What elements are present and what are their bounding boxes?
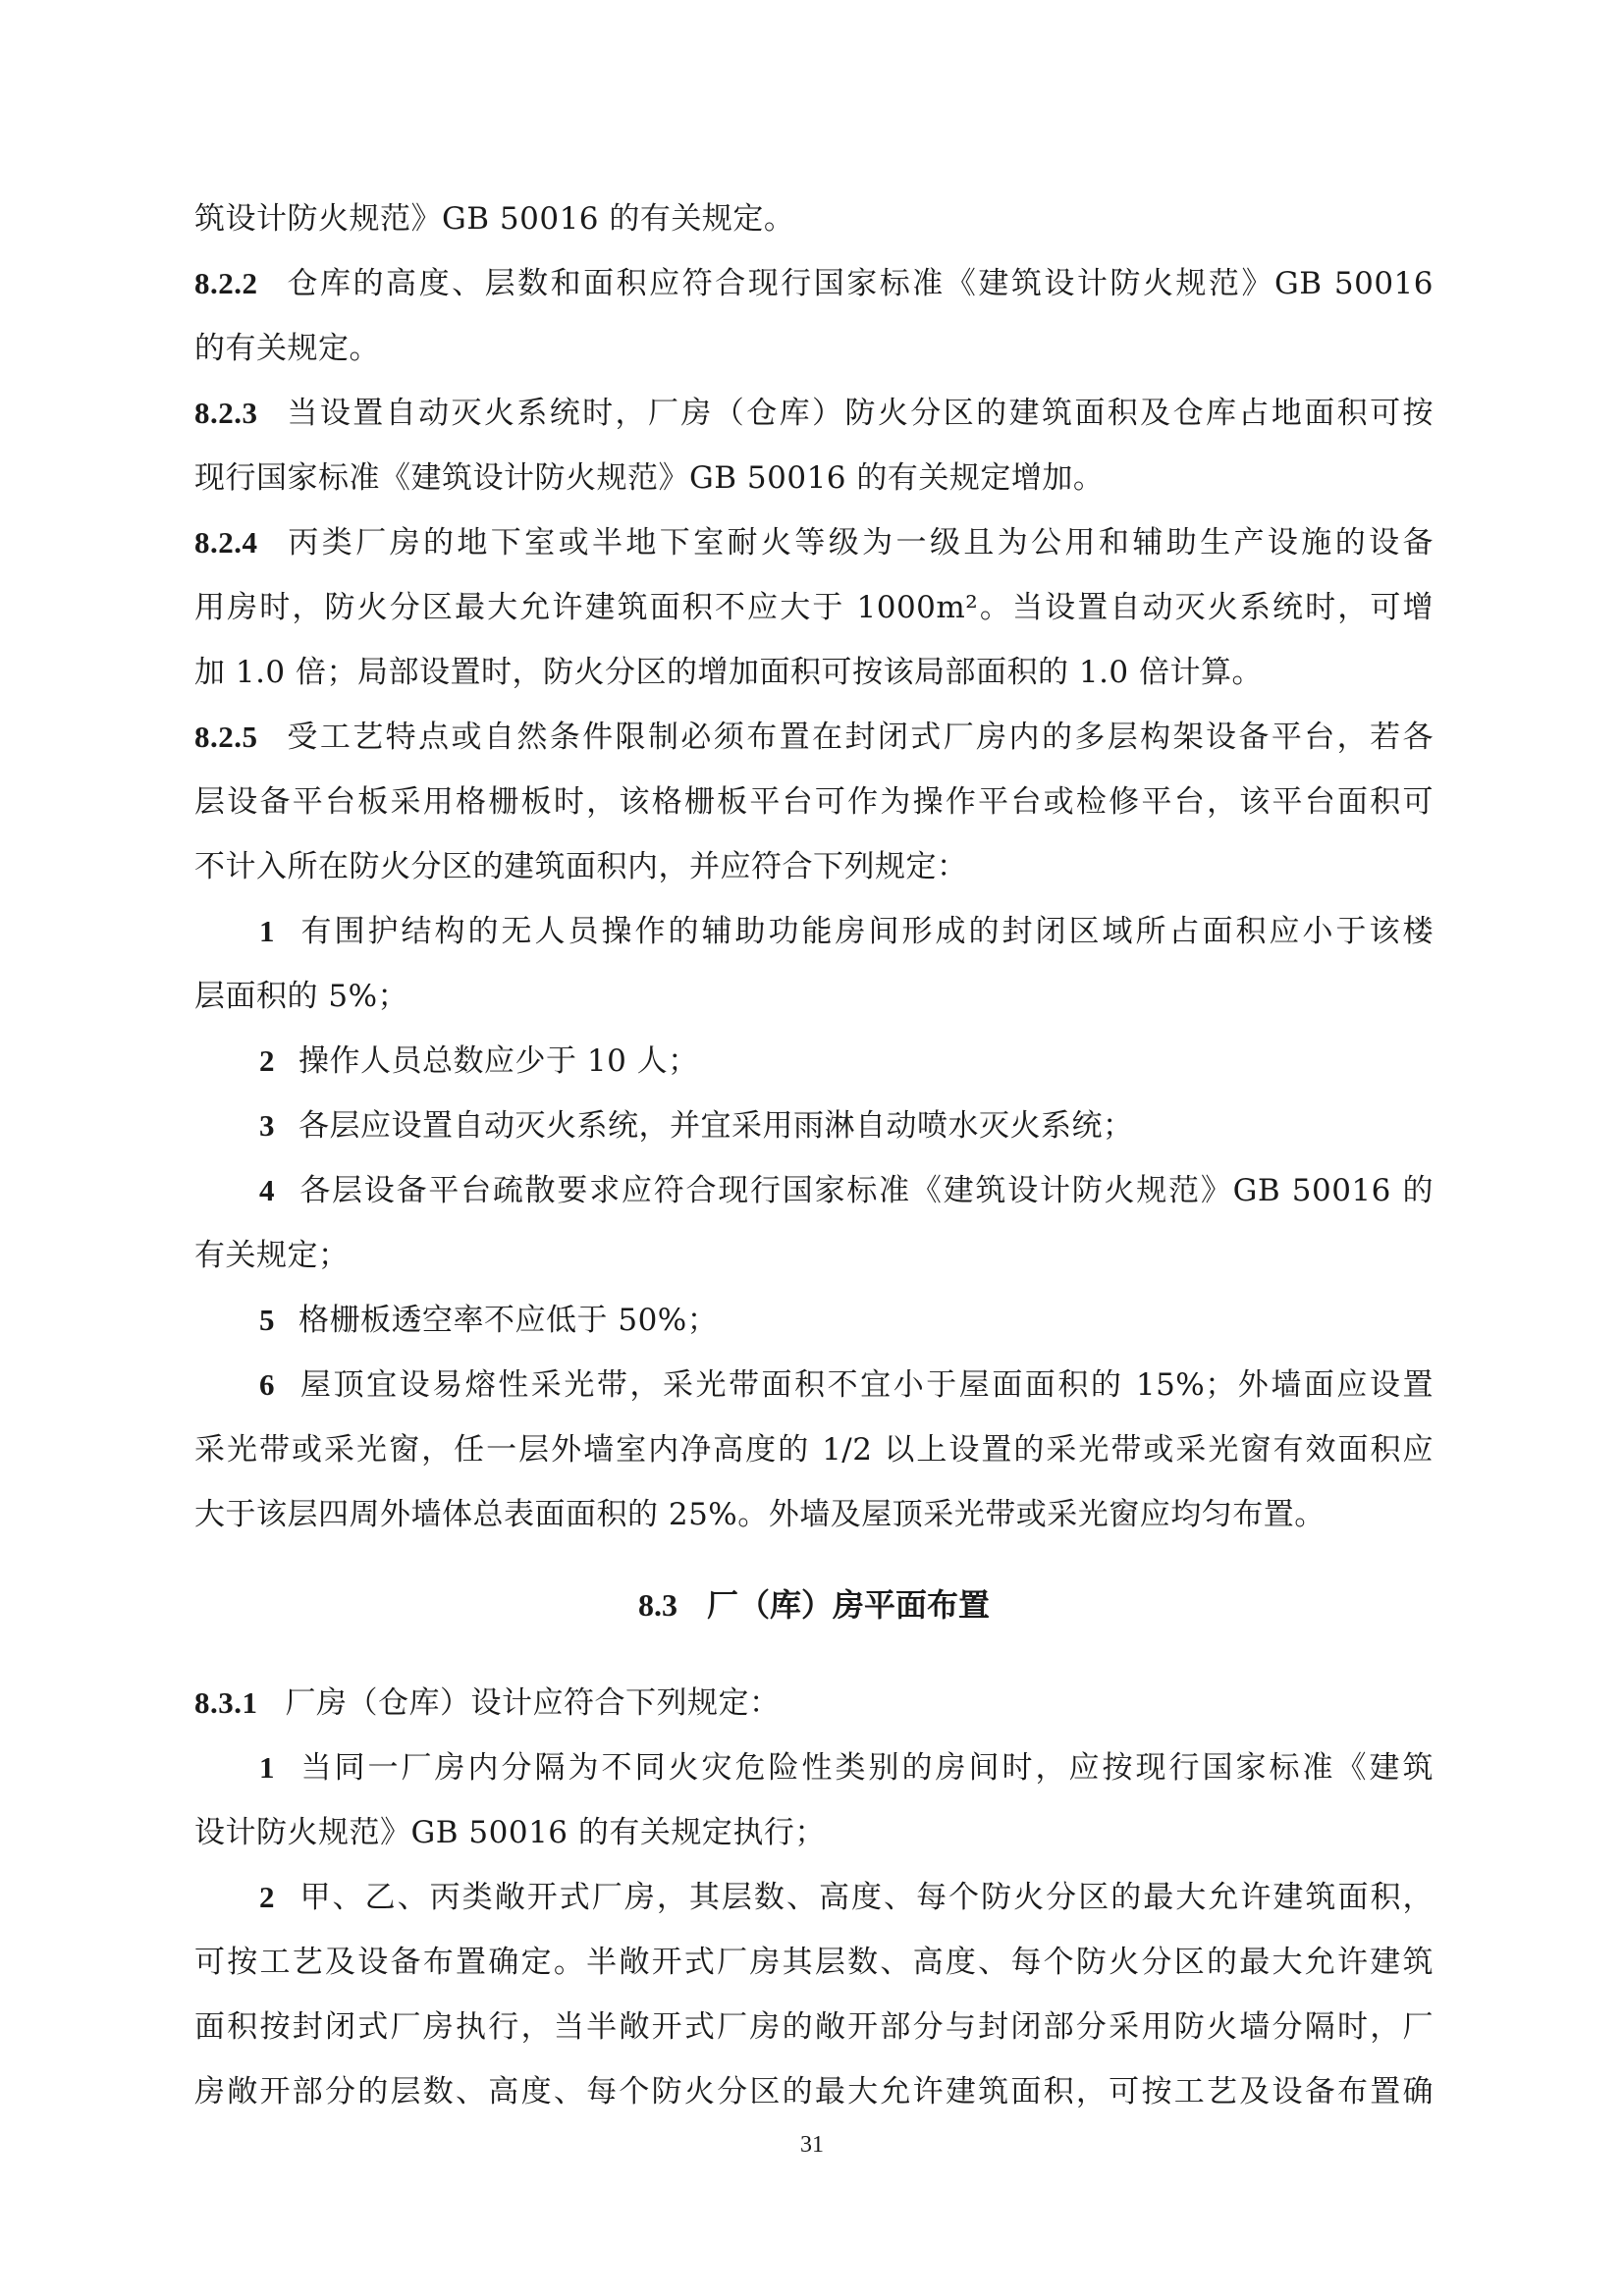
- paragraph-line: 采光带或采光窗，任一层外墙室内净高度的 1/2 以上设置的采光带或采光窗有效面积应: [194, 1432, 1434, 1468]
- page-number: 31: [800, 2132, 824, 2158]
- section-title: 厂（库）房平面布置: [706, 1586, 990, 1624]
- list-item-4: 4 各层设备平台疏散要求应符合现行国家标准《建筑设计防火规范》GB 50016 的: [259, 1173, 1434, 1208]
- paragraph-line: 大于该层四周外墙体总表面面积的 25%。外墙及屋顶采光带或采光窗应均匀布置。: [194, 1497, 1326, 1532]
- clause-number: 8.2.2: [194, 266, 258, 300]
- clause-number: 8.2.5: [194, 720, 258, 754]
- list-item-1: 1 当同一厂房内分隔为不同火灾危险性类别的房间时，应按现行国家标准《建筑: [259, 1750, 1434, 1786]
- paragraph-line: 房敞开部分的层数、高度、每个防火分区的最大允许建筑面积，可按工艺及设备布置确: [194, 2074, 1434, 2109]
- clause-number: 8.2.4: [194, 525, 258, 560]
- list-item-5: 5 格栅板透空率不应低于 50%；: [259, 1303, 719, 1338]
- paragraph-line: 层设备平台板采用格栅板时，该格栅板平台可作为操作平台或检修平台，该平台面积可: [194, 784, 1434, 820]
- list-item-3: 3 各层应设置自动灭火系统，并宜采用雨淋自动喷水灭火系统；: [259, 1108, 1134, 1144]
- paragraph-line: 可按工艺及设备布置确定。半敞开式厂房其层数、高度、每个防火分区的最大允许建筑: [194, 1945, 1434, 1980]
- section-heading-8-3: [194, 1573, 1434, 1637]
- list-item-1: 1 有围护结构的无人员操作的辅助功能房间形成的封闭区域所占面积应小于该楼: [259, 914, 1434, 949]
- item-number: 3: [259, 1108, 275, 1143]
- clause-8-2-2: 8.2.2 仓库的高度、层数和面积应符合现行国家标准《建筑设计防火规范》GB 50016: [194, 266, 1434, 301]
- paragraph-line: 筑设计防火规范》GB 50016 的有关规定。: [194, 201, 795, 237]
- item-number: 5: [259, 1303, 275, 1337]
- paragraph-line: 面积按封闭式厂房执行，当半敞开式厂房的敞开部分与封闭部分采用防火墙分隔时，厂: [194, 2009, 1434, 2045]
- paragraph-line: 设计防火规范》GB 50016 的有关规定执行；: [194, 1815, 826, 1850]
- item-number: 6: [259, 1367, 275, 1402]
- paragraph-line: 加 1.0 倍；局部设置时，防火分区的增加面积可按该局部面积的 1.0 倍计算。: [194, 655, 1264, 690]
- paragraph-line: 有关规定；: [194, 1238, 350, 1273]
- item-number: 2: [259, 1043, 275, 1078]
- item-number: 4: [259, 1173, 275, 1207]
- document-body: [194, 187, 1434, 2124]
- list-item-6: 6 屋顶宜设易熔性采光带，采光带面积不宜小于屋面面积的 15%；外墙面应设置: [259, 1367, 1434, 1403]
- item-number: 2: [259, 1880, 275, 1914]
- clause-8-2-4: 8.2.4 丙类厂房的地下室或半地下室耐火等级为一级且为公用和辅助生产设施的设备: [194, 525, 1434, 561]
- clause-8-3-1: 8.3.1 厂房（仓库）设计应符合下列规定：: [194, 1685, 781, 1721]
- clause-number: 8.2.3: [194, 396, 258, 430]
- paragraph-line: 层面积的 5%；: [194, 979, 409, 1014]
- clause-8-2-5: 8.2.5 受工艺特点或自然条件限制必须布置在封闭式厂房内的多层构架设备平台，若各: [194, 720, 1434, 755]
- section-number: 8.3: [637, 1587, 677, 1623]
- paragraph-line: 现行国家标准《建筑设计防火规范》GB 50016 的有关规定增加。: [194, 460, 1105, 496]
- item-number: 1: [259, 1750, 275, 1785]
- clause-8-2-3: 8.2.3 当设置自动灭火系统时，厂房（仓库）防火分区的建筑面积及仓库占地面积可按: [194, 396, 1434, 431]
- item-number: 1: [259, 914, 275, 948]
- clause-number: 8.3.1: [194, 1685, 258, 1720]
- list-item-2: 2 操作人员总数应少于 10 人；: [259, 1043, 699, 1079]
- paragraph-line: 用房时，防火分区最大允许建筑面积不应大于 1000m²。当设置自动灭火系统时，可增: [194, 590, 1434, 625]
- paragraph-line: 不计入所在防火分区的建筑面积内，并应符合下列规定：: [194, 849, 968, 884]
- paragraph-line: 的有关规定。: [194, 331, 380, 366]
- list-item-2: 2 甲、乙、丙类敞开式厂房，其层数、高度、每个防火分区的最大允许建筑面积，: [259, 1880, 1434, 1915]
